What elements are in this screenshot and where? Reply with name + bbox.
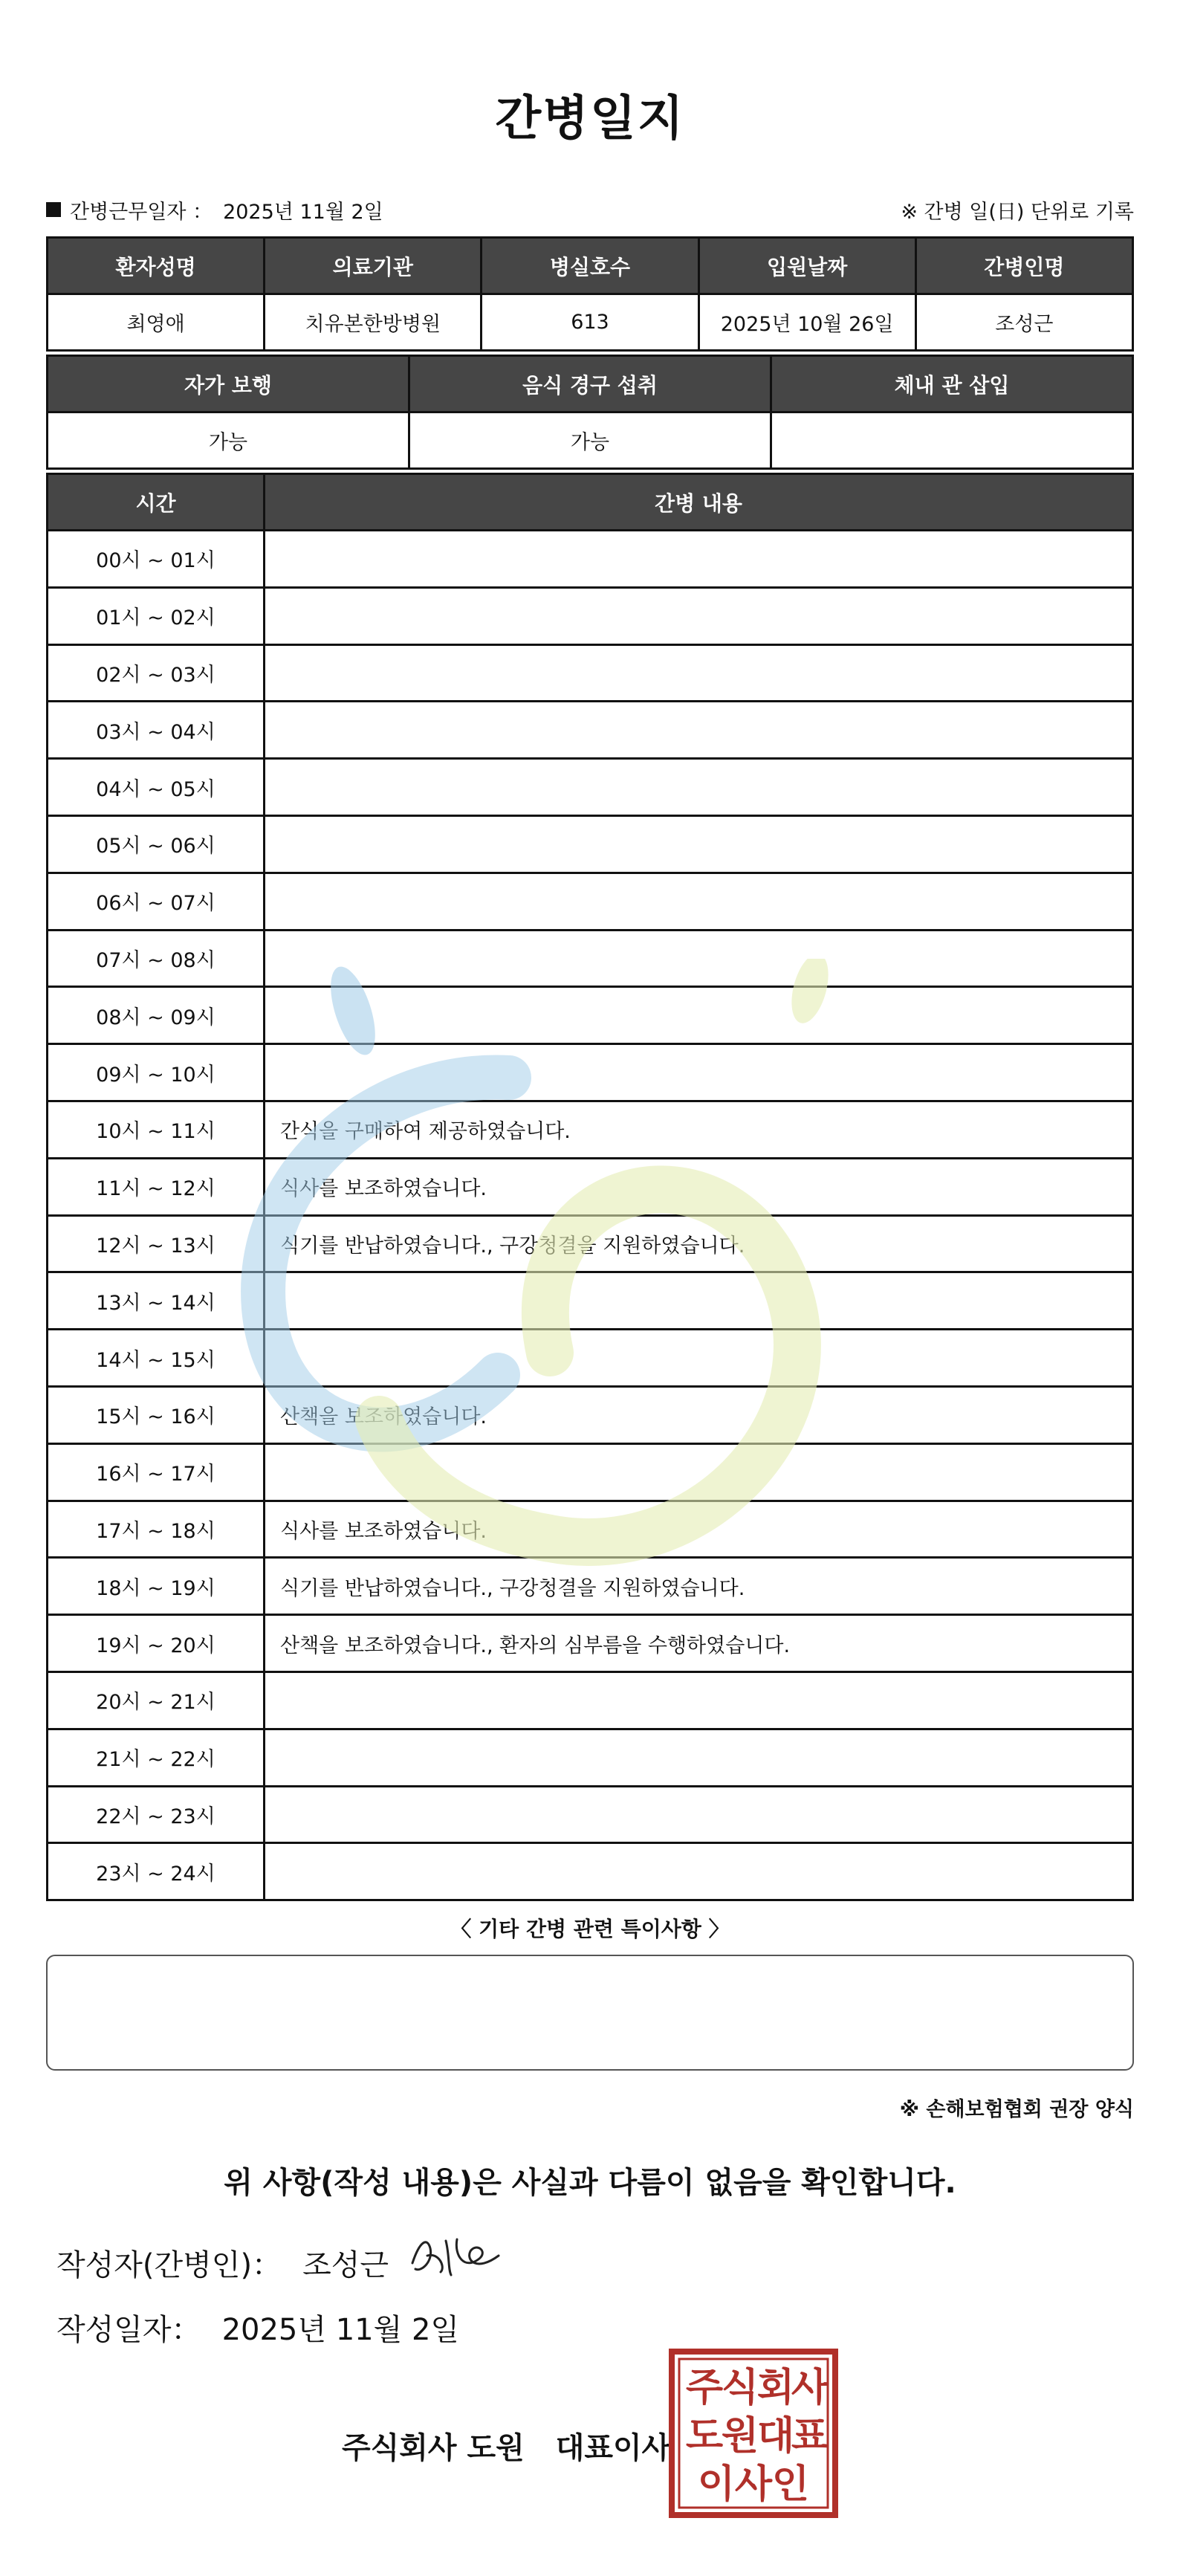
- table-row: [48, 1729, 1133, 1786]
- svg-text:주: 주: [685, 2366, 724, 2410]
- care-content: [265, 1786, 1133, 1843]
- table-row: [48, 702, 1133, 759]
- care-content: [265, 1272, 1133, 1330]
- care-content: [265, 930, 1133, 987]
- writer-row: [56, 2242, 389, 2284]
- svg-text:원: 원: [721, 2414, 759, 2459]
- header-caregiver: 간병인명: [915, 238, 1132, 294]
- table-row: [48, 644, 1133, 702]
- patient-status-header-row: [48, 356, 1133, 412]
- header-tube-insertion: 체내 관 삽입: [771, 356, 1133, 412]
- header-institution: 의료기관: [265, 238, 482, 294]
- care-content: 식기를 반납하였습니다., 구강청결을 지원하였습니다.: [265, 1215, 1133, 1272]
- table-row: [48, 1044, 1133, 1101]
- time-slot: 20시 ~ 21시: [48, 1672, 265, 1729]
- care-content: [265, 1729, 1133, 1786]
- table-row: [48, 1101, 1133, 1158]
- table-row: [48, 1158, 1133, 1215]
- care-content: 산책을 보조하였습니다., 환자의 심부름을 수행하였습니다.: [265, 1615, 1133, 1672]
- table-row: [48, 1558, 1133, 1615]
- table-row: [48, 1501, 1133, 1558]
- time-slot: 16시 ~ 17시: [48, 1443, 265, 1501]
- time-slot: 07시 ~ 08시: [48, 930, 265, 987]
- svg-text:도: 도: [685, 2414, 724, 2459]
- care-log-header-row: [48, 474, 1133, 531]
- table-row: [48, 1786, 1133, 1843]
- care-content: [265, 1330, 1133, 1387]
- caregiver-name: 조성근: [915, 294, 1132, 351]
- table-row: [48, 987, 1133, 1044]
- time-slot: 09시 ~ 10시: [48, 1044, 265, 1101]
- patient-info-value-row: [48, 294, 1133, 351]
- patient-status-table: [46, 355, 1134, 470]
- institution: 치유본한방병원: [265, 294, 482, 351]
- table-row: [48, 873, 1133, 930]
- svg-text:표: 표: [791, 2414, 829, 2459]
- time-slot: 02시 ~ 03시: [48, 644, 265, 702]
- work-date-label: 간병근무일자 ：: [70, 200, 213, 224]
- table-row: [48, 1443, 1133, 1501]
- self-walking: 가능: [48, 412, 409, 469]
- svg-text:인: 인: [771, 2462, 810, 2507]
- care-content: [265, 1843, 1133, 1900]
- company-seal-icon: [669, 2349, 838, 2518]
- time-slot: 03시 ~ 04시: [48, 702, 265, 759]
- care-content: [265, 644, 1133, 702]
- svg-text:회: 회: [756, 2366, 795, 2410]
- header-time: 시간: [48, 474, 265, 531]
- header-oral-intake: 음식 경구 섭취: [409, 356, 771, 412]
- time-slot: 01시 ~ 02시: [48, 587, 265, 644]
- time-slot: 00시 ~ 01시: [48, 531, 265, 588]
- table-row: [48, 1330, 1133, 1387]
- patient-info-table: [46, 236, 1134, 352]
- header-care-content: 간병 내용: [265, 474, 1133, 531]
- time-slot: 18시 ~ 19시: [48, 1558, 265, 1615]
- care-content: [265, 587, 1133, 644]
- header-admission-date: 입원날짜: [698, 238, 915, 294]
- table-row: [48, 815, 1133, 873]
- work-date-group: [46, 195, 383, 224]
- written-date-row: [56, 2306, 459, 2349]
- patient-name: 최영애: [48, 294, 265, 351]
- table-row: [48, 587, 1133, 644]
- care-content: 식기를 반납하였습니다., 구강청결을 지원하였습니다.: [265, 1558, 1133, 1615]
- remarks-title: 〈 기타 간병 관련 특이사항 〉: [450, 1917, 730, 1941]
- care-log-table: [46, 473, 1134, 1901]
- time-slot: 14시 ~ 15시: [48, 1330, 265, 1387]
- care-content: [265, 815, 1133, 873]
- company-name: 주식회사 도원: [342, 2431, 525, 2465]
- svg-text:사: 사: [734, 2462, 773, 2507]
- time-slot: 12시 ~ 13시: [48, 1215, 265, 1272]
- signature-icon: [405, 2226, 509, 2285]
- time-slot: 08시 ~ 09시: [48, 987, 265, 1044]
- table-row: [48, 1672, 1133, 1729]
- patient-info-header-row: [48, 238, 1133, 294]
- unit-note: ※ 간병 일(日) 단위로 기록: [901, 200, 1134, 224]
- table-row: [48, 1615, 1133, 1672]
- table-row: [48, 1386, 1133, 1443]
- square-bullet-icon: [46, 202, 61, 217]
- time-slot: 23시 ~ 24시: [48, 1843, 265, 1900]
- time-slot: 13시 ~ 14시: [48, 1272, 265, 1330]
- care-content: 간식을 구매하여 제공하였습니다.: [265, 1101, 1133, 1158]
- care-content: 식사를 보조하였습니다.: [265, 1501, 1133, 1558]
- time-slot: 15시 ~ 16시: [48, 1386, 265, 1443]
- svg-text:대: 대: [756, 2414, 795, 2459]
- work-date-value: 2025년 11월 2일: [223, 200, 383, 224]
- room-number: 613: [482, 294, 698, 351]
- header-patient-name: 환자성명: [48, 238, 265, 294]
- writer-label: 작성자(간병인)：: [56, 2248, 282, 2282]
- time-slot: 17시 ~ 18시: [48, 1501, 265, 1558]
- written-date-value: 2025년 11월 2일: [221, 2313, 460, 2347]
- meta-row: [46, 195, 1134, 224]
- table-row: [48, 531, 1133, 588]
- time-slot: 05시 ~ 06시: [48, 815, 265, 873]
- remarks-box: [46, 1955, 1134, 2071]
- written-date-label: 작성일자：: [56, 2313, 201, 2347]
- care-content: [265, 1443, 1133, 1501]
- writer-name: 조성근: [302, 2248, 389, 2282]
- care-content: [265, 1044, 1133, 1101]
- table-row: [48, 1215, 1133, 1272]
- page-title: 간병일지: [495, 91, 685, 146]
- oral-intake: 가능: [409, 412, 771, 469]
- time-slot: 10시 ~ 11시: [48, 1101, 265, 1158]
- company-signature-line: [342, 2424, 670, 2467]
- time-slot: 06시 ~ 07시: [48, 873, 265, 930]
- svg-text:식: 식: [721, 2366, 759, 2410]
- header-room: 병실호수: [482, 238, 698, 294]
- time-slot: 21시 ~ 22시: [48, 1729, 265, 1786]
- time-slot: 04시 ~ 05시: [48, 759, 265, 816]
- care-content: [265, 987, 1133, 1044]
- care-content: 산책을 보조하였습니다.: [265, 1386, 1133, 1443]
- care-content: [265, 759, 1133, 816]
- table-row: [48, 1843, 1133, 1900]
- care-content: 식사를 보조하였습니다.: [265, 1158, 1133, 1215]
- care-content: [265, 702, 1133, 759]
- table-row: [48, 930, 1133, 987]
- table-row: [48, 759, 1133, 816]
- form-note: ※ 손해보험협회 권장 양식: [899, 2098, 1134, 2121]
- admission-date: 2025년 10월 26일: [698, 294, 915, 351]
- time-slot: 11시 ~ 12시: [48, 1158, 265, 1215]
- time-slot: 22시 ~ 23시: [48, 1786, 265, 1843]
- header-self-walking: 자가 보행: [48, 356, 409, 412]
- table-row: [48, 1272, 1133, 1330]
- time-slot: 19시 ~ 20시: [48, 1615, 265, 1672]
- company-title: 대표이사: [555, 2431, 671, 2465]
- care-content: [265, 873, 1133, 930]
- care-log-body: [48, 531, 1133, 1900]
- care-content: [265, 1672, 1133, 1729]
- confirmation-statement: 위 사항(작성 내용)은 사실과 다름이 없음을 확인합니다.: [224, 2166, 956, 2200]
- tube-insertion: [771, 412, 1133, 469]
- svg-text:이: 이: [697, 2462, 736, 2507]
- svg-text:사: 사: [791, 2366, 829, 2410]
- patient-status-value-row: [48, 412, 1133, 469]
- care-content: [265, 531, 1133, 588]
